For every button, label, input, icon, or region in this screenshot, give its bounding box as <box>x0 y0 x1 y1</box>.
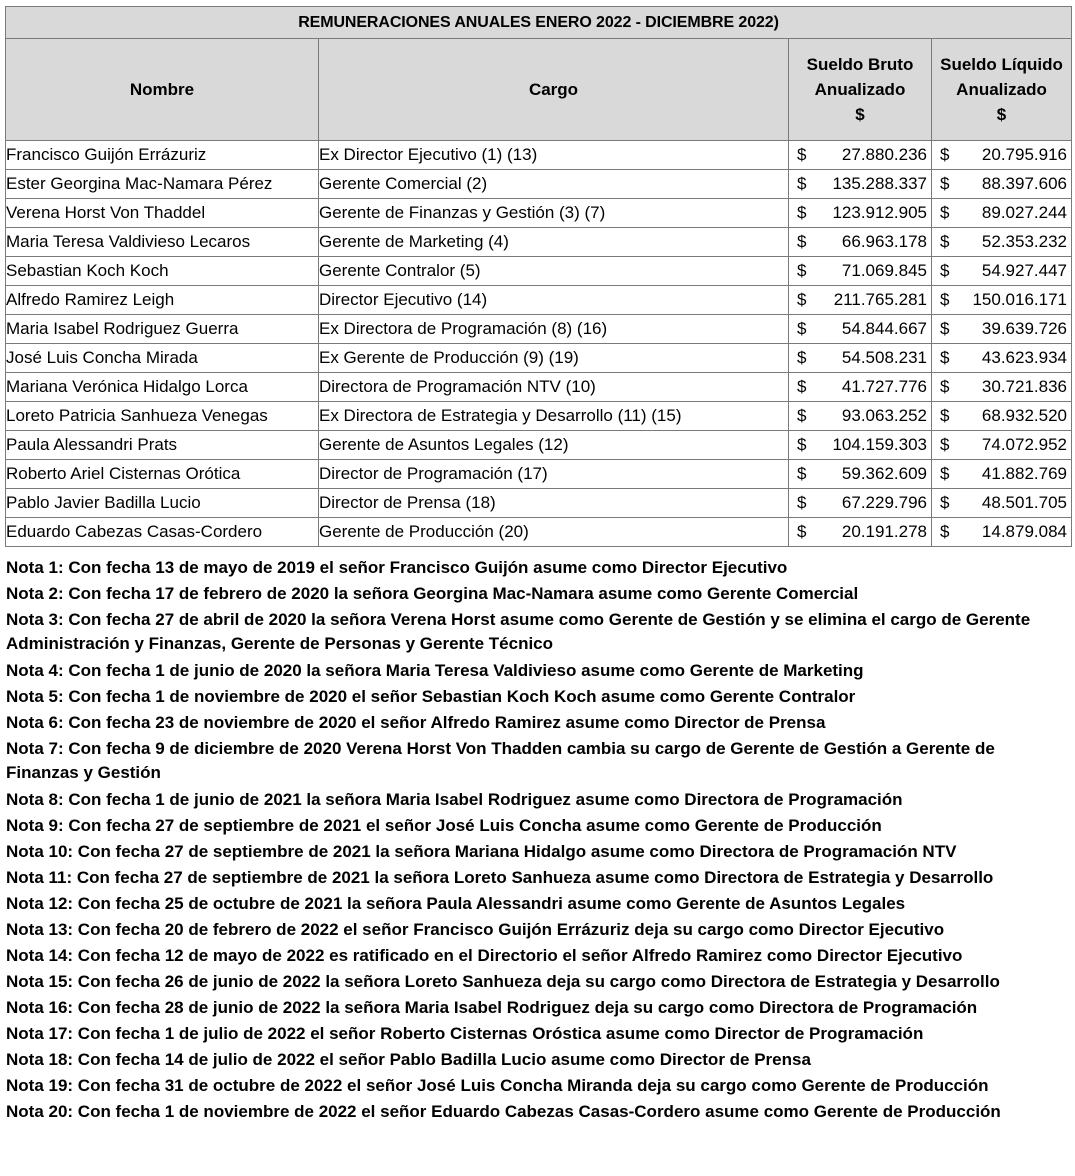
cell-nombre: Verena Horst Von Thaddel <box>6 199 319 228</box>
header-sueldo-bruto-line2: Anualizado <box>814 80 906 99</box>
table-row <box>6 170 1072 199</box>
amount-liquido: 43.623.934 <box>981 348 1068 367</box>
cell-nombre: Alfredo Ramirez Leigh <box>6 286 319 315</box>
table-row <box>6 315 1072 344</box>
cell-sueldo-liquido <box>932 518 1072 547</box>
cell-sueldo-bruto <box>789 286 932 315</box>
amount-bruto: 93.063.252 <box>841 406 927 425</box>
amount-bruto: 71.069.845 <box>841 261 927 280</box>
amount-liquido: 41.882.769 <box>981 464 1068 483</box>
note-item: Nota 7: Con fecha 9 de diciembre de 2020 Verena Horst Von Thadden cambia su cargo de Gerente de Gestión a Gerente de Finanzas y Gestión <box>6 739 995 782</box>
note-item: Nota 11: Con fecha 27 de septiembre de 2021 la señora Loreto Sanhueza asume como Directora de Estrategia y Desarrollo <box>6 868 994 887</box>
currency-symbol: $ <box>940 145 950 164</box>
currency-symbol: $ <box>940 435 950 454</box>
cell-nombre: Maria Isabel Rodriguez Guerra <box>6 315 319 344</box>
amount-liquido: 30.721.836 <box>981 377 1068 396</box>
cell-cargo: Ex Gerente de Producción (9) (19) <box>319 344 789 373</box>
amount-liquido: 48.501.705 <box>981 493 1068 512</box>
cell-sueldo-liquido <box>932 170 1072 199</box>
header-sueldo-liquido-line1: Sueldo Líquido <box>940 55 1063 74</box>
cell-sueldo-liquido <box>932 228 1072 257</box>
note-item: Nota 12: Con fecha 25 de octubre de 2021 la señora Paula Alessandri asume como Gerente de Asuntos Legales <box>6 894 906 913</box>
header-sueldo-liquido-line3: $ <box>996 105 1007 124</box>
cell-sueldo-bruto <box>789 170 932 199</box>
note-item: Nota 16: Con fecha 28 de junio de 2022 la señora Maria Isabel Rodriguez deja su cargo como Directora de Programación <box>6 998 978 1017</box>
cell-nombre: Mariana Verónica Hidalgo Lorca <box>6 373 319 402</box>
note-item: Nota 3: Con fecha 27 de abril de 2020 la señora Verena Horst asume como Gerente de Gestión y se elimina el cargo de Gerente Administración y Finanzas, Gerente de Personas y Gerente Técnico <box>6 610 1031 653</box>
amount-bruto: 54.844.667 <box>841 319 927 338</box>
cell-nombre: José Luis Concha Mirada <box>6 344 319 373</box>
cell-sueldo-liquido <box>932 489 1072 518</box>
cell-sueldo-bruto <box>789 141 932 170</box>
cell-nombre: Ester Georgina Mac-Namara Pérez <box>6 170 319 199</box>
amount-bruto: 67.229.796 <box>841 493 927 512</box>
note-item: Nota 8: Con fecha 1 de junio de 2021 la señora Maria Isabel Rodriguez asume como Directora de Programación <box>6 790 903 809</box>
cell-nombre: Pablo Javier Badilla Lucio <box>6 489 319 518</box>
currency-symbol: $ <box>940 377 950 396</box>
cell-cargo: Gerente de Marketing (4) <box>319 228 789 257</box>
cell-cargo: Gerente Comercial (2) <box>319 170 789 199</box>
note-item: Nota 14: Con fecha 12 de mayo de 2022 es ratificado en el Directorio el señor Alfredo Ramirez como Director Ejecutivo <box>6 946 963 965</box>
currency-symbol: $ <box>797 261 807 280</box>
cell-sueldo-bruto <box>789 373 932 402</box>
amount-liquido: 74.072.952 <box>981 435 1068 454</box>
cell-cargo: Director Ejecutivo (14) <box>319 286 789 315</box>
cell-sueldo-bruto <box>789 431 932 460</box>
table-row <box>6 373 1072 402</box>
currency-symbol: $ <box>940 406 950 425</box>
cell-sueldo-liquido <box>932 141 1072 170</box>
table-row <box>6 460 1072 489</box>
table-row <box>6 402 1072 431</box>
amount-liquido: 88.397.606 <box>981 174 1068 193</box>
note-item: Nota 15: Con fecha 26 de junio de 2022 la señora Loreto Sanhueza deja su cargo como Directora de Estrategia y Desarrollo <box>6 972 1000 991</box>
cell-sueldo-bruto <box>789 257 932 286</box>
cell-cargo: Ex Director Ejecutivo (1) (13) <box>319 141 789 170</box>
table-row <box>6 431 1072 460</box>
currency-symbol: $ <box>940 522 950 541</box>
currency-symbol: $ <box>940 290 950 309</box>
title-row <box>6 7 1072 39</box>
remuneraciones-sheet <box>5 6 1071 1125</box>
header-sueldo-bruto <box>789 39 932 141</box>
amount-liquido: 150.016.171 <box>972 290 1068 309</box>
currency-symbol: $ <box>940 348 950 367</box>
currency-symbol: $ <box>940 493 950 512</box>
currency-symbol: $ <box>797 319 807 338</box>
cell-sueldo-bruto <box>789 402 932 431</box>
cell-nombre: Roberto Ariel Cisternas Orótica <box>6 460 319 489</box>
cell-sueldo-bruto <box>789 489 932 518</box>
currency-symbol: $ <box>797 377 807 396</box>
header-sueldo-bruto-line3: $ <box>855 105 865 124</box>
amount-liquido: 68.932.520 <box>981 406 1068 425</box>
note-item: Nota 13: Con fecha 20 de febrero de 2022 el señor Francisco Guijón Errázuriz deja su cargo como Director Ejecutivo <box>6 920 945 939</box>
remuneraciones-table <box>5 6 1072 547</box>
currency-symbol: $ <box>940 319 950 338</box>
amount-liquido: 52.353.232 <box>981 232 1068 251</box>
currency-symbol: $ <box>797 174 807 193</box>
amount-bruto: 211.765.281 <box>833 290 927 309</box>
note-item: Nota 5: Con fecha 1 de noviembre de 2020 el señor Sebastian Koch Koch asume como Gerente Contralor <box>6 687 856 706</box>
header-row <box>6 39 1072 141</box>
cell-sueldo-liquido <box>932 286 1072 315</box>
cell-sueldo-liquido <box>932 431 1072 460</box>
note-item: Nota 17: Con fecha 1 de julio de 2022 el señor Roberto Cisternas Oróstica asume como Director de Programación <box>6 1024 924 1043</box>
cell-sueldo-liquido <box>932 344 1072 373</box>
cell-sueldo-liquido <box>932 373 1072 402</box>
cell-sueldo-bruto <box>789 518 932 547</box>
cell-cargo: Director de Prensa (18) <box>319 489 789 518</box>
amount-liquido: 20.795.916 <box>981 145 1068 164</box>
note-item: Nota 20: Con fecha 1 de noviembre de 2022 el señor Eduardo Cabezas Casas-Cordero asume como Gerente de Producción <box>6 1102 1001 1121</box>
cell-cargo: Directora de Programación NTV (10) <box>319 373 789 402</box>
header-cargo: Cargo <box>319 39 789 141</box>
cell-cargo: Gerente de Producción (20) <box>319 518 789 547</box>
cell-cargo: Director de Programación (17) <box>319 460 789 489</box>
amount-liquido: 89.027.244 <box>981 203 1068 222</box>
notes-list <box>5 555 1071 1125</box>
amount-liquido: 14.879.084 <box>981 522 1068 541</box>
cell-cargo: Gerente de Finanzas y Gestión (3) (7) <box>319 199 789 228</box>
currency-symbol: $ <box>797 348 807 367</box>
cell-nombre: Paula Alessandri Prats <box>6 431 319 460</box>
amount-liquido: 54.927.447 <box>981 261 1068 280</box>
currency-symbol: $ <box>797 406 807 425</box>
cell-sueldo-liquido <box>932 199 1072 228</box>
amount-bruto: 59.362.609 <box>841 464 927 483</box>
header-sueldo-liquido <box>932 39 1072 141</box>
currency-symbol: $ <box>940 261 950 280</box>
cell-cargo: Gerente Contralor (5) <box>319 257 789 286</box>
note-item: Nota 9: Con fecha 27 de septiembre de 2021 el señor José Luis Concha asume como Gerente de Producción <box>6 816 882 835</box>
cell-nombre: Sebastian Koch Koch <box>6 257 319 286</box>
cell-sueldo-liquido <box>932 257 1072 286</box>
header-sueldo-liquido-line2: Anualizado <box>956 80 1047 99</box>
cell-cargo: Ex Directora de Programación (8) (16) <box>319 315 789 344</box>
amount-liquido: 39.639.726 <box>981 319 1068 338</box>
note-item: Nota 19: Con fecha 31 de octubre de 2022 el señor José Luis Concha Miranda deja su cargo como Gerente de Producción <box>6 1076 989 1095</box>
currency-symbol: $ <box>940 464 950 483</box>
currency-symbol: $ <box>797 522 807 541</box>
table-title: REMUNERACIONES ANUALES ENERO 2022 - DICIEMBRE 2022) <box>6 7 1072 39</box>
currency-symbol: $ <box>797 464 807 483</box>
cell-nombre: Loreto Patricia Sanhueza Venegas <box>6 402 319 431</box>
cell-sueldo-bruto <box>789 344 932 373</box>
note-item: Nota 1: Con fecha 13 de mayo de 2019 el señor Francisco Guijón asume como Director Ejecutivo <box>6 558 788 577</box>
table-row <box>6 228 1072 257</box>
header-sueldo-bruto-line1: Sueldo Bruto <box>806 55 914 74</box>
currency-symbol: $ <box>797 493 807 512</box>
cell-sueldo-bruto <box>789 460 932 489</box>
table-row <box>6 257 1072 286</box>
table-row <box>6 141 1072 170</box>
amount-bruto: 20.191.278 <box>841 522 927 541</box>
note-item: Nota 18: Con fecha 14 de julio de 2022 el señor Pablo Badilla Lucio asume como Director de Prensa <box>6 1050 811 1069</box>
currency-symbol: $ <box>940 174 950 193</box>
cell-nombre: Eduardo Cabezas Casas-Cordero <box>6 518 319 547</box>
amount-bruto: 104.159.303 <box>832 435 927 454</box>
cell-sueldo-liquido <box>932 315 1072 344</box>
table-row <box>6 199 1072 228</box>
amount-bruto: 123.912.905 <box>832 203 927 222</box>
currency-symbol: $ <box>797 145 807 164</box>
amount-bruto: 41.727.776 <box>841 377 927 396</box>
cell-sueldo-bruto <box>789 228 932 257</box>
note-item: Nota 10: Con fecha 27 de septiembre de 2021 la señora Mariana Hidalgo asume como Directora de Programación NTV <box>6 842 957 861</box>
table-row <box>6 344 1072 373</box>
currency-symbol: $ <box>797 290 807 309</box>
cell-cargo: Ex Directora de Estrategia y Desarrollo (11) (15) <box>319 402 789 431</box>
cell-sueldo-liquido <box>932 402 1072 431</box>
cell-cargo: Gerente de Asuntos Legales (12) <box>319 431 789 460</box>
currency-symbol: $ <box>940 232 950 251</box>
amount-bruto: 27.880.236 <box>841 145 927 164</box>
cell-sueldo-bruto <box>789 315 932 344</box>
note-item: Nota 2: Con fecha 17 de febrero de 2020 la señora Georgina Mac-Namara asume como Gerente Comercial <box>6 584 859 603</box>
cell-nombre: Francisco Guijón Errázuriz <box>6 141 319 170</box>
currency-symbol: $ <box>797 232 807 251</box>
cell-sueldo-liquido <box>932 460 1072 489</box>
table-row <box>6 518 1072 547</box>
table-row <box>6 489 1072 518</box>
note-item: Nota 4: Con fecha 1 de junio de 2020 la señora Maria Teresa Valdivieso asume como Gerente de Marketing <box>6 661 864 680</box>
currency-symbol: $ <box>940 203 950 222</box>
table-row <box>6 286 1072 315</box>
cell-nombre: Maria Teresa Valdivieso Lecaros <box>6 228 319 257</box>
amount-bruto: 66.963.178 <box>841 232 927 251</box>
note-item: Nota 6: Con fecha 23 de noviembre de 2020 el señor Alfredo Ramirez asume como Director de Prensa <box>6 713 826 732</box>
amount-bruto: 135.288.337 <box>832 174 927 193</box>
cell-sueldo-bruto <box>789 199 932 228</box>
amount-bruto: 54.508.231 <box>841 348 927 367</box>
header-nombre: Nombre <box>6 39 319 141</box>
currency-symbol: $ <box>797 435 807 454</box>
currency-symbol: $ <box>797 203 807 222</box>
